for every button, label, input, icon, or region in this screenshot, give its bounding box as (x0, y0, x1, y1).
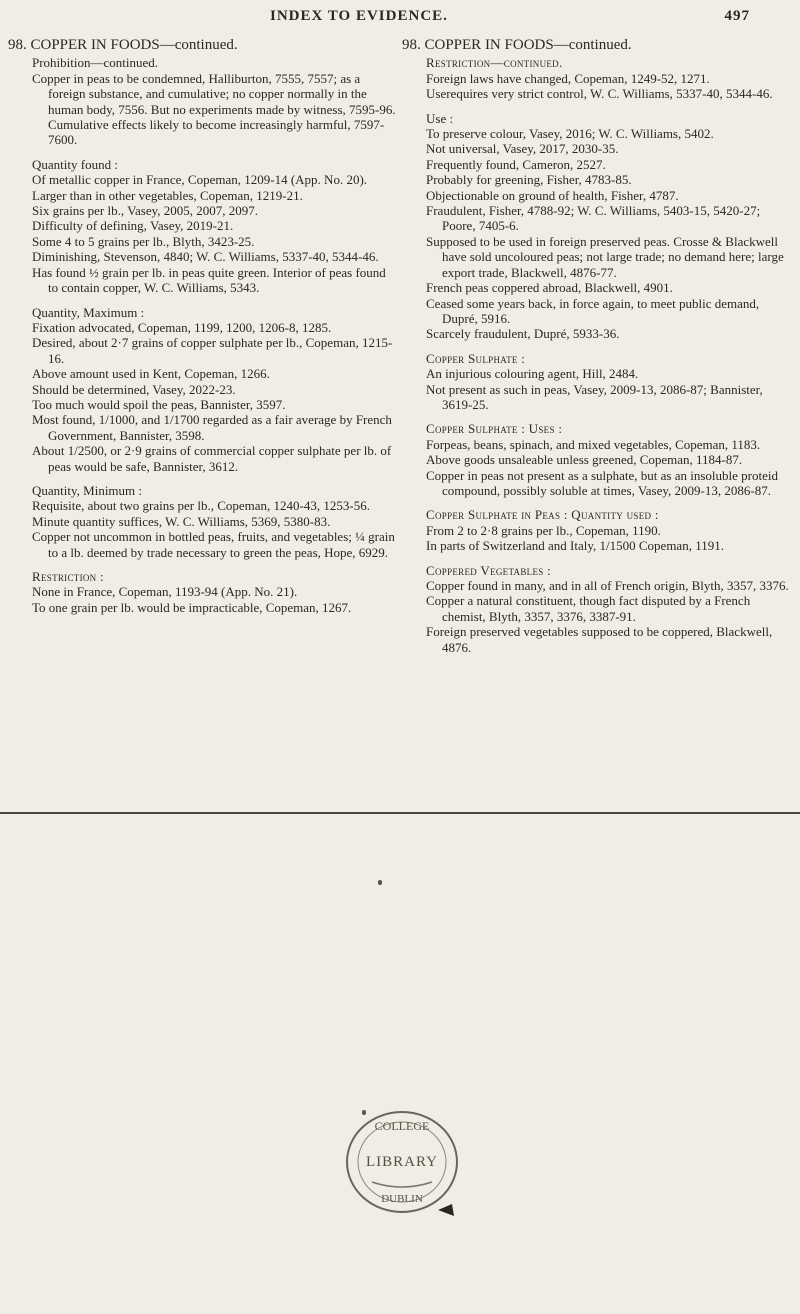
entry-heading: Quantity, Minimum : (32, 482, 143, 498)
sub-entry: Copper a natural constituent, though fact disputed by a French chemist, Blyth, 3357, 3376, 3387-91. (426, 593, 751, 624)
sub-entry: Diminishing, Stevenson, 4840; W. C. Williams, 5337-40, 5344-46. (32, 249, 379, 265)
index-entry (32, 55, 398, 147)
sub-entry: Not present as such in peas, Vasey, 2009-13, 2086-87; Bannister, 3619-25. (426, 381, 763, 412)
index-entry (426, 563, 792, 655)
sub-entry: Minute quantity suffices, W. C. Williams, 5369, 5380-83. (32, 513, 331, 529)
sub-entry: To one grain per lb. would be impracticable, Copeman, 1267. (32, 599, 352, 615)
column-heading: 98. COPPER IN FOODS—continued. (402, 37, 632, 53)
sub-entry: Forpeas, beans, spinach, and mixed vegetables, Copeman, 1183. (426, 436, 761, 452)
svg-text:LIBRARY: LIBRARY (365, 1154, 439, 1170)
entry-heading: Copper Sulphate : Uses : (426, 421, 563, 437)
entry-heading: Prohibition—continued. (32, 55, 159, 71)
sub-entry: Copper in peas not present as a sulphate, but as an insoluble proteid compound, possibly soluble at times, Vasey, 2009-13, 2086-87. (426, 467, 779, 498)
index-entry (426, 111, 792, 342)
sub-entry: Should be determined, Vasey, 2022-23. (32, 381, 236, 397)
sub-entry: Has found ½ grain per lb. in peas quite green. Interior of peas found to contain copper, W. C. Williams, 5343. (32, 264, 386, 296)
sub-entry: Above goods unsaleable unless greened, Copeman, 1184-87. (426, 452, 743, 468)
sub-entry: Too much would spoil the peas, Bannister, 3597. (32, 396, 286, 412)
sub-entry: Difficulty of defining, Vasey, 2019-21. (32, 218, 234, 234)
entry-heading: Copper Sulphate in Peas : Quantity used : (426, 507, 659, 523)
page-rule (0, 812, 800, 814)
index-entry (426, 421, 792, 498)
sub-entry: Larger than in other vegetables, Copeman, 1219-21. (32, 187, 303, 203)
index-entry (426, 507, 792, 553)
sub-entry: About 1/2500, or 2·9 grains of commercial copper sulphate per lb. of peas would be safe, Bannister, 3612. (32, 443, 392, 474)
sub-entry: From 2 to 2·8 grains per lb., Copeman, 1190. (426, 522, 661, 538)
svg-text:DUBLIN: DUBLIN (381, 1193, 423, 1205)
running-title: INDEX TO EVIDENCE. (270, 8, 448, 24)
sub-entry: Most found, 1/1000, and 1/1700 regarded as a fair average by French Government, Bannister, 3598. (32, 412, 392, 443)
sub-entry: Frequently found, Cameron, 2527. (426, 156, 606, 172)
sub-entry: Above amount used in Kent, Copeman, 1266. (32, 366, 270, 382)
sub-entry: Desired, about 2·7 grains of copper sulphate per lb., Copeman, 1215-16. (32, 335, 393, 366)
sub-entry: Copper in peas to be condemned, Halliburton, 7555, 7557; as a foreign substance, and cumulative; no copper normally in the human body, 7556. But no experiments made by witness, 7595-96. Cumulative effects likely to become increasingly harmful, 7597-7600. (32, 70, 396, 148)
left-column (8, 38, 398, 624)
sub-entry: Of metallic copper in France, Copeman, 1209-14 (App. No. 20). (32, 172, 368, 188)
sub-entry: Scarcely fraudulent, Dupré, 5933-36. (426, 326, 620, 342)
svg-text:COLLEGE: COLLEGE (374, 1119, 430, 1133)
running-head (60, 8, 750, 34)
library-stamp-icon (342, 1108, 462, 1220)
sub-entry: Probably for greening, Fisher, 4783-85. (426, 172, 632, 188)
sub-entry: Copper not uncommon in bottled peas, fruits, and vegetables; ¼ grain to a lb. deemed by trade necessary to green the peas, Hope, 6929. (32, 529, 395, 560)
index-entry (426, 55, 792, 101)
sub-entry: Six grains per lb., Vasey, 2005, 2007, 2097. (32, 203, 259, 219)
sub-entry: Fraudulent, Fisher, 4788-92; W. C. Williams, 5403-15, 5420-27; Poore, 7405-6. (426, 203, 761, 234)
sub-entry: An injurious colouring agent, Hill, 2484. (426, 366, 639, 382)
entry-heading: Quantity, Maximum : (32, 304, 145, 320)
sub-entry: To preserve colour, Vasey, 2016; W. C. Williams, 5402. (426, 126, 714, 142)
sub-entry: Fixation advocated, Copeman, 1199, 1200, 1206-8, 1285. (32, 319, 332, 335)
sub-entry: Foreign preserved vegetables supposed to be coppered, Blackwell, 4876. (426, 624, 773, 655)
sub-entry: Requisite, about two grains per lb., Copeman, 1240-43, 1253-56. (32, 498, 370, 514)
ink-speck (378, 880, 382, 885)
sub-entry: In parts of Switzerland and Italy, 1/1500 Copeman, 1191. (426, 538, 724, 554)
entry-heading: Quantity found : (32, 156, 118, 172)
sub-entry: Some 4 to 5 grains per lb., Blyth, 3423-25. (32, 233, 255, 249)
index-entry (32, 157, 398, 296)
right-column (402, 38, 792, 664)
sub-entry: Foreign laws have changed, Copeman, 1249-52, 1271. (426, 70, 710, 86)
page-number: 497 (724, 8, 750, 24)
index-entry (32, 569, 398, 615)
sub-entry: Objectionable on ground of health, Fisher, 4787. (426, 187, 679, 203)
index-entry (32, 483, 398, 560)
sub-entry: Ceased some years back, in force again, to meet public demand, Dupré, 5916. (426, 295, 760, 326)
entry-heading: Restriction : (32, 569, 104, 584)
sub-entry: Supposed to be used in foreign preserved peas. Crosse & Blackwell have sold uncoloured peas; not large trade; no demand here; large export trade, Blackwell, 4876-77. (426, 233, 784, 280)
sub-entry: Not universal, Vasey, 2017, 2030-35. (426, 141, 619, 157)
column-heading: 98. COPPER IN FOODS—continued. (8, 37, 238, 53)
sub-entry: Copper found in many, and in all of French origin, Blyth, 3357, 3376. (426, 578, 789, 593)
index-entry (426, 351, 792, 413)
entry-heading: Copper Sulphate : (426, 350, 526, 366)
entry-heading: Restriction—continued. (426, 55, 563, 71)
sub-entry: None in France, Copeman, 1193-94 (App. No. 21). (32, 584, 298, 600)
sub-entry: Userequires very strict control, W. C. Williams, 5337-40, 5344-46. (426, 86, 773, 102)
index-entry (32, 305, 398, 474)
sub-entry: French peas coppered abroad, Blackwell, 4901. (426, 280, 673, 296)
entry-heading: Coppered Vegetables : (426, 562, 552, 578)
entry-heading: Use : (426, 110, 454, 126)
